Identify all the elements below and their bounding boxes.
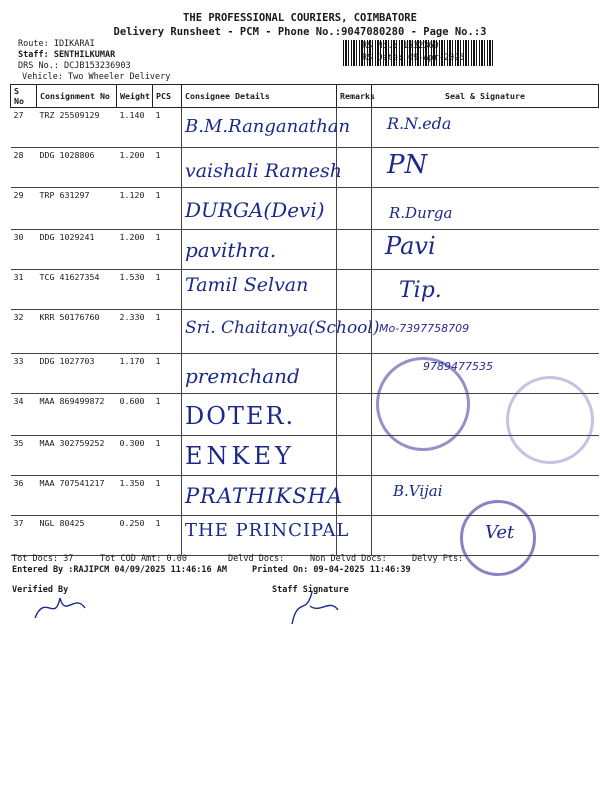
rs-number: RS No.: 1532369 [362, 41, 439, 51]
consignee-handwriting: DURGA(Devi) [185, 198, 325, 222]
row-weight: 0.250 [117, 516, 153, 556]
row-consignee [182, 270, 337, 310]
row-consignment: DDG 1028806 [37, 148, 117, 188]
staff-signature-scribble [286, 586, 346, 630]
row-remarks [337, 394, 372, 436]
total-cod: Tot COD Amt: 0.00 [100, 554, 187, 564]
row-consignment: TCG 41627354 [37, 270, 117, 310]
row-consignee [182, 394, 337, 436]
col-sno: S No [11, 85, 37, 108]
row-weight: 2.330 [117, 310, 153, 354]
entered-by: Entered By :RAJIPCM 04/09/2025 11:46:16 AM [12, 565, 227, 575]
consignee-handwriting: ENKEY [185, 442, 295, 470]
row-consignment: TRZ 25509129 [37, 108, 117, 148]
row-consignee [182, 436, 337, 476]
verifier-signature-scribble [30, 588, 90, 628]
table-row [11, 108, 599, 148]
row-weight: 1.170 [117, 354, 153, 394]
route-label: Route: IDIKARAI [18, 39, 95, 49]
consignee-handwriting: pavithra. [185, 238, 277, 262]
consignee-handwriting: B.M.Ranganathan [185, 116, 351, 137]
row-sno: 37 [11, 516, 37, 556]
row-pcs: 1 [153, 436, 182, 476]
consignee-handwriting: PRATHIKSHA [185, 484, 344, 508]
row-weight: 1.200 [117, 148, 153, 188]
total-docs: Tot Docs: 37 [12, 554, 74, 564]
col-remarks: Remarks [337, 85, 372, 108]
row-remarks [337, 188, 372, 230]
row-pcs: 1 [153, 230, 182, 270]
table-row [11, 436, 599, 476]
row-sno: 30 [11, 230, 37, 270]
table-row [11, 188, 599, 230]
staff-label: Staff: SENTHILKUMAR [18, 50, 116, 60]
row-consignee [182, 310, 380, 354]
table-header-row [11, 85, 599, 108]
row-consignment: MAA 302759252 [37, 436, 117, 476]
row-pcs: 1 [153, 516, 182, 556]
printed-on: Printed On: 09-04-2025 11:46:39 [252, 565, 411, 575]
row-weight: 0.600 [117, 394, 153, 436]
receiver-signature: PN [387, 150, 428, 180]
runsheet-title: Delivery Runsheet - PCM - Phone No.:9047080280 - Page No.:3 [113, 26, 487, 38]
non-delivered-docs: Non Delvd Docs: [310, 554, 387, 564]
consignee-handwriting: Sri. Chaitanya(School) [185, 318, 380, 338]
row-weight: 1.120 [117, 188, 153, 230]
row-consignee [182, 148, 342, 188]
delivered-docs: Delvd Docs: [228, 554, 285, 564]
row-seal [372, 230, 599, 270]
row-consignee [182, 516, 350, 556]
company-seal-stamp [376, 357, 470, 451]
row-seal [372, 188, 599, 230]
row-sno: 36 [11, 476, 37, 516]
row-consignment: DDG 1027703 [37, 354, 117, 394]
table-row [11, 148, 599, 188]
rs-date: RS Date: 09-Apr-2025 [362, 53, 465, 63]
row-consignee [182, 188, 337, 230]
row-pcs: 1 [153, 354, 182, 394]
principal-seal-stamp [460, 500, 536, 576]
row-sno: 29 [11, 188, 37, 230]
delivery-points: Delvy Pts: [412, 554, 464, 564]
vehicle-label: Vehicle: Two Wheeler Delivery [22, 72, 171, 82]
company-title: THE PROFESSIONAL COURIERS, COIMBATORE [183, 12, 417, 24]
row-sno: 28 [11, 148, 37, 188]
row-consignment: KRR 50176760 [37, 310, 117, 354]
row-consignee [182, 354, 337, 394]
row-weight: 1.350 [117, 476, 153, 516]
consignee-handwriting: premchand [185, 364, 300, 388]
row-remarks [337, 230, 372, 270]
row-weight: 0.300 [117, 436, 153, 476]
row-sno: 32 [11, 310, 37, 354]
receiver-signature: Vet [485, 522, 515, 543]
row-pcs: 1 [153, 270, 182, 310]
col-consignment: Consignment No [37, 85, 117, 108]
row-weight: 1.200 [117, 230, 153, 270]
receiver-signature: B.Vijai [393, 482, 443, 500]
row-seal [372, 108, 599, 148]
col-pcs: PCS [153, 85, 182, 108]
table-row [11, 270, 599, 310]
receiver-signature: R.N.eda [387, 114, 452, 133]
row-consignment: DDG 1029241 [37, 230, 117, 270]
drs-label: DRS No.: DCJB153236903 [18, 61, 131, 71]
runsheet-table [10, 84, 599, 556]
col-consignee: Consignee Details [182, 85, 337, 108]
row-consignment: MAA 869499872 [37, 394, 117, 436]
row-pcs: 1 [153, 394, 182, 436]
receiver-phone-note: Mo-7397758709 [379, 322, 470, 335]
row-consignee [182, 230, 337, 270]
row-sno: 34 [11, 394, 37, 436]
row-sno: 31 [11, 270, 37, 310]
row-sno: 33 [11, 354, 37, 394]
col-seal-signature: Seal & Signature [372, 85, 599, 108]
row-pcs: 1 [153, 476, 182, 516]
row-consignment: MAA 707541217 [37, 476, 117, 516]
row-pcs: 1 [153, 148, 182, 188]
row-pcs: 1 [153, 310, 182, 354]
school-seal-stamp [506, 376, 594, 464]
receiver-signature: Tip. [399, 278, 442, 303]
table-row [11, 354, 599, 394]
row-seal [372, 270, 599, 310]
row-remarks [337, 354, 372, 394]
row-consignee [182, 108, 351, 148]
row-seal [372, 148, 599, 188]
row-pcs: 1 [153, 188, 182, 230]
row-sno: 27 [11, 108, 37, 148]
consignee-handwriting: Tamil Selvan [185, 274, 309, 296]
table-row [11, 310, 599, 354]
consignee-handwriting: DOTER. [185, 402, 296, 430]
row-weight: 1.530 [117, 270, 153, 310]
row-sno: 35 [11, 436, 37, 476]
row-consignee [182, 476, 344, 516]
table-row [11, 230, 599, 270]
row-seal [372, 310, 599, 354]
receiver-signature: R.Durga [389, 204, 453, 222]
row-consignment: TRP 631297 [37, 188, 117, 230]
receiver-phone-note: 9789477535 [423, 360, 493, 373]
consignee-handwriting: THE PRINCIPAL [185, 520, 350, 541]
row-consignment: NGL 80425 [37, 516, 117, 556]
receiver-signature: Pavi [385, 232, 436, 260]
row-weight: 1.140 [117, 108, 153, 148]
row-remarks [337, 270, 372, 310]
verified-by-label: Verified By [12, 585, 69, 595]
consignee-handwriting: vaishali Ramesh [185, 160, 342, 182]
col-weight: Weight [117, 85, 153, 108]
staff-signature-label: Staff Signature [272, 585, 349, 595]
row-pcs: 1 [153, 108, 182, 148]
row-remarks [337, 436, 372, 476]
